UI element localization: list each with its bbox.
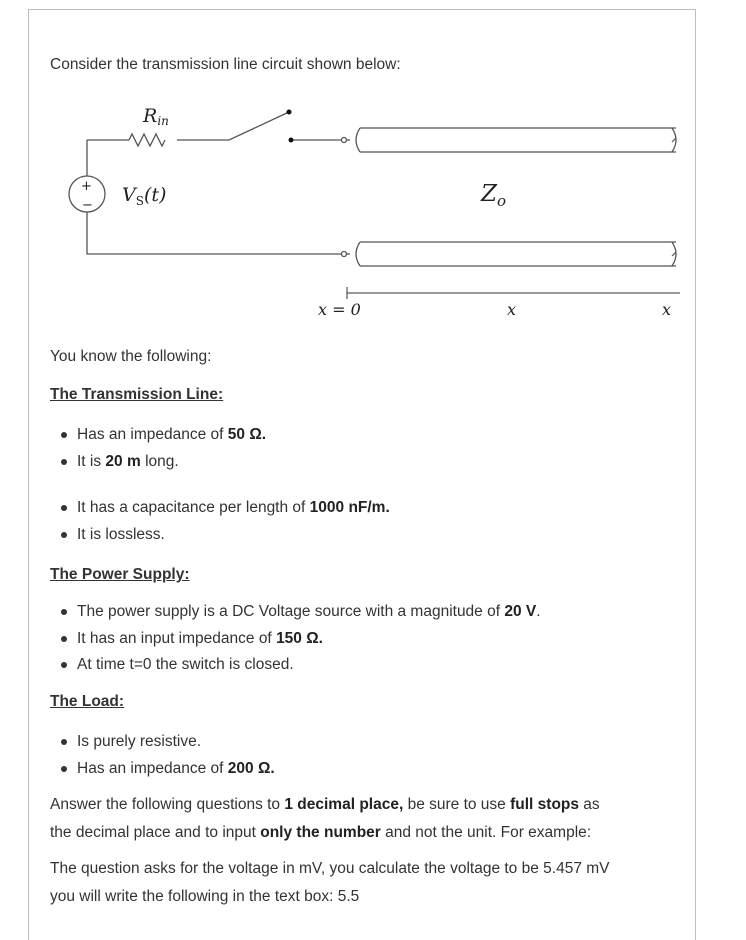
x-end-label: x — [662, 300, 672, 319]
x-mid-label: x — [507, 300, 517, 319]
load-list — [50, 732, 275, 785]
answer-instructions: Answer the following questions to 1 decimal place, be sure to use full stops as the decimal place and to input only the number and not the unit. For example: — [50, 796, 600, 841]
know-text: You know the following: — [50, 348, 212, 365]
vs-label: $V_S(t)$ — [122, 184, 167, 208]
terminal-top — [342, 138, 347, 143]
source-minus: − — [82, 198, 93, 213]
ps-heading: The Power Supply: — [50, 566, 190, 583]
load-heading: The Load: — [50, 693, 125, 710]
switch-arm — [177, 112, 289, 140]
list-item: Has an impedance of 50 Ω. — [50, 425, 266, 452]
list-item: At time t=0 the switch is closed. — [50, 655, 541, 682]
tl-list-2 — [50, 498, 390, 551]
z-label: $Z_o$ — [481, 181, 507, 210]
source-plus: + — [81, 179, 92, 194]
ps-list — [50, 602, 541, 682]
rin-label: Rin — [143, 105, 169, 128]
tline-bottom — [360, 242, 676, 266]
switch-contact-bottom — [289, 138, 294, 143]
tl-heading: The Transmission Line: — [50, 386, 224, 403]
x0-label: x = 0 — [318, 300, 361, 319]
example-text: The question asks for the voltage in mV, you calculate the voltage to be 5.457 mV you will write the following in the text box: 5.5 — [50, 860, 610, 905]
list-item: Has an impedance of 200 Ω. — [50, 759, 275, 786]
intro-text: Consider the transmission line circuit shown below: — [50, 56, 401, 73]
list-item: The power supply is a DC Voltage source with a magnitude of 20 V. — [50, 602, 541, 629]
circuit-diagram — [0, 0, 700, 330]
terminal-bottom — [342, 252, 347, 257]
list-item: It is lossless. — [50, 525, 390, 552]
list-item: It is 20 m long. — [50, 452, 266, 479]
bottom-wire — [87, 212, 350, 254]
list-item: Is purely resistive. — [50, 732, 275, 759]
list-item: It has an input impedance of 150 Ω. — [50, 629, 541, 656]
tline-top — [360, 128, 676, 152]
list-item: It has a capacitance per length of 1000 nF/m. — [50, 498, 390, 525]
switch-contact-top — [287, 110, 292, 115]
tl-list — [50, 425, 266, 478]
resistor-zigzag — [129, 134, 165, 146]
